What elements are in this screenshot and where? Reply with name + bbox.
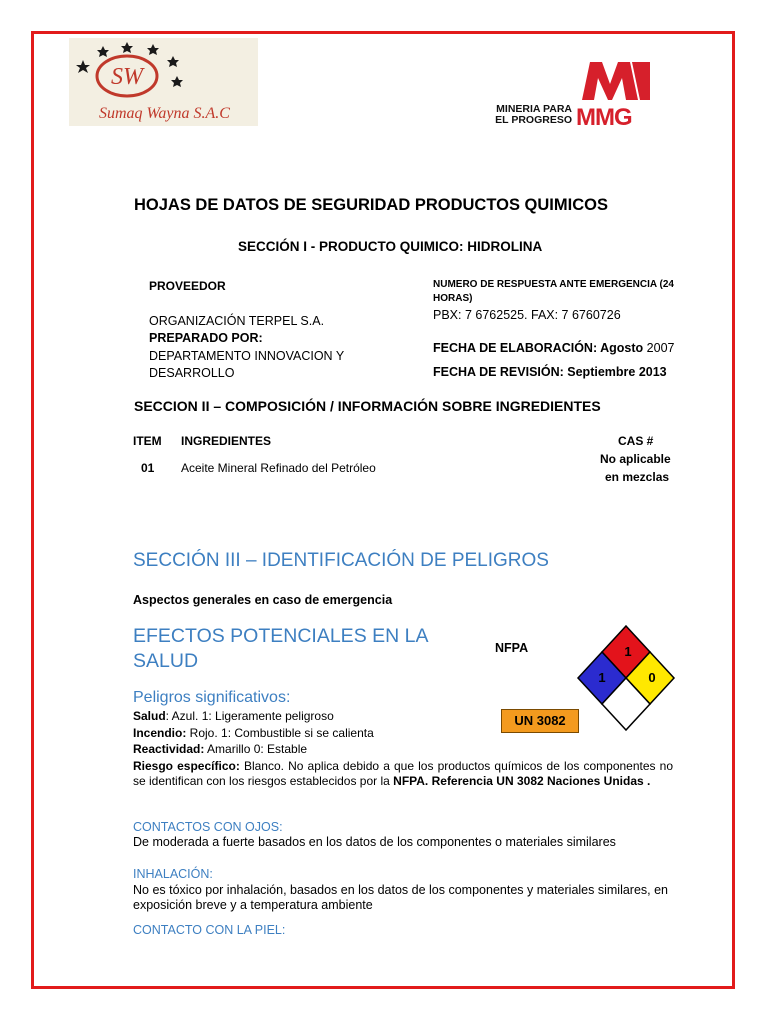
riesgo-bold-tail: NFPA. Referencia UN 3082 Naciones Unidas . bbox=[393, 774, 651, 788]
salud-line bbox=[133, 709, 334, 723]
preparado-label: PREPARADO POR: bbox=[149, 331, 263, 345]
proveedor-label: PROVEEDOR bbox=[149, 279, 226, 293]
salud-label: Salud bbox=[133, 709, 166, 723]
fecha-elaboracion-label: FECHA DE ELABORACIÓN: Agosto bbox=[433, 341, 644, 355]
section2-heading: SECCION II – COMPOSICIÓN / INFORMACIÓN SOBRE INGREDIENTES bbox=[134, 398, 601, 414]
logo-monogram: SW bbox=[111, 64, 143, 90]
logo-company-name: Sumaq Wayna S.A.C bbox=[99, 105, 230, 122]
inhalacion-text: No es tóxico por inhalación, basados en los datos de los componentes y materiales similares, en exposición breve y a temperatura ambiente bbox=[133, 883, 669, 912]
salud-value: : Azul. 1: Ligeramente peligroso bbox=[165, 709, 334, 723]
fecha-revision: FECHA DE REVISIÓN: Septiembre 2013 bbox=[433, 365, 667, 379]
riesgo-value: Blanco. No aplica debido a que los productos químicos de los componentes no se identifican con los riesgos establecidos por la bbox=[133, 759, 674, 788]
reactividad-label: Reactividad: bbox=[133, 742, 205, 756]
un-number-badge: UN 3082 bbox=[501, 709, 579, 733]
col-ingredientes-header: INGREDIENTES bbox=[181, 434, 272, 448]
peligros-heading: Peligros significativos: bbox=[133, 689, 291, 706]
incendio-label: Incendio: bbox=[133, 726, 187, 740]
efectos-heading-line-2: SALUD bbox=[133, 650, 199, 672]
mmg-wordmark: MMG bbox=[576, 104, 632, 131]
ingredient-item: 01 bbox=[141, 461, 155, 475]
fecha-elaboracion-year: 2007 bbox=[646, 341, 675, 355]
nfpa-label: NFPA bbox=[495, 641, 529, 655]
inhalacion-heading: INHALACIÓN: bbox=[133, 867, 213, 881]
mmg-logo bbox=[494, 60, 656, 131]
incendio-value: Rojo. 1: Combustible si se calienta bbox=[186, 726, 374, 740]
nfpa-diamond bbox=[574, 624, 678, 734]
col-item-header: ITEM bbox=[133, 434, 162, 448]
preparado-line-2: DESARROLLO bbox=[149, 366, 235, 380]
proveedor-value: ORGANIZACIÓN TERPEL S.A. bbox=[149, 314, 325, 328]
reactividad-line bbox=[133, 742, 307, 756]
emergency-label-2: HORAS) bbox=[433, 293, 473, 304]
ingredient-cas-line-1: No aplicable bbox=[600, 452, 671, 466]
ingredient-cas-line-2: en mezclas bbox=[605, 470, 670, 484]
document-title: HOJAS DE DATOS DE SEGURIDAD PRODUCTOS QUIMICOS bbox=[134, 196, 608, 214]
emergency-phone: PBX: 7 6762525. FAX: 7 6760726 bbox=[433, 308, 621, 322]
section1-heading: SECCIÓN I - PRODUCTO QUIMICO: HIDROLINA bbox=[238, 239, 543, 254]
riesgo-especifico bbox=[133, 759, 673, 789]
piel-heading: CONTACTO CON LA PIEL: bbox=[133, 923, 286, 937]
reactividad-value: Amarillo 0: Estable bbox=[204, 742, 308, 756]
fecha-elaboracion bbox=[433, 341, 674, 355]
nfpa-fire-value: 1 bbox=[624, 644, 632, 659]
ojos-text: De moderada a fuerte basados en los datos de los componentes o materiales similares bbox=[133, 835, 616, 849]
ingredient-name: Aceite Mineral Refinado del Petróleo bbox=[181, 461, 376, 475]
riesgo-label: Riesgo específico: bbox=[133, 759, 240, 773]
aspectos-generales: Aspectos generales en caso de emergencia bbox=[133, 593, 393, 607]
nfpa-reactivity-value: 0 bbox=[648, 670, 656, 685]
ojos-heading: CONTACTOS CON OJOS: bbox=[133, 820, 283, 834]
nfpa-health-value: 1 bbox=[598, 670, 606, 685]
emergency-label-1: NUMERO DE RESPUESTA ANTE EMERGENCIA (24 bbox=[433, 279, 674, 290]
col-cas-header: CAS # bbox=[618, 434, 654, 448]
sumaq-wayna-logo bbox=[69, 38, 258, 126]
mmg-tagline: MINERIA PARA EL PROGRESO bbox=[495, 103, 572, 126]
preparado-line-1: DEPARTAMENTO INNOVACION Y bbox=[149, 349, 345, 363]
efectos-heading-line-1: EFECTOS POTENCIALES EN LA bbox=[133, 625, 429, 647]
incendio-line bbox=[133, 726, 374, 740]
section3-heading: SECCIÓN III – IDENTIFICACIÓN DE PELIGROS bbox=[133, 550, 549, 571]
